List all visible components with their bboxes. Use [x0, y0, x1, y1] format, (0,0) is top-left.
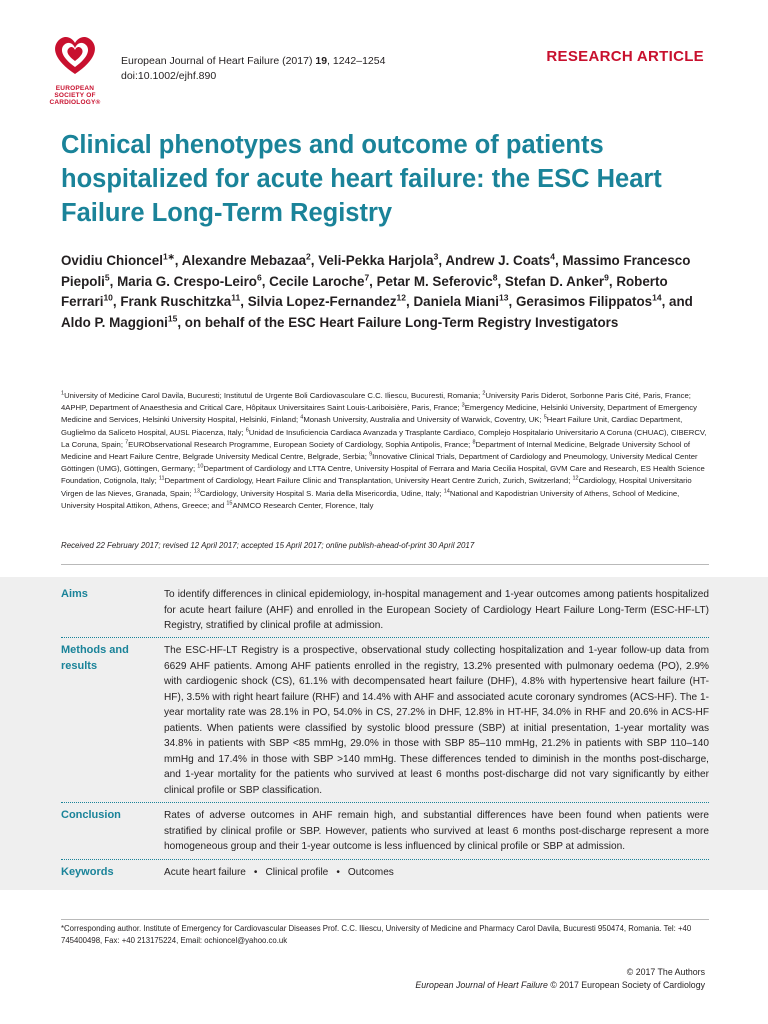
keywords-label: Keywords: [61, 866, 114, 878]
keywords-list: [164, 865, 709, 881]
author-separator: ,: [109, 273, 118, 289]
affiliation-text: Department of Cardiology and LTTA Centre, University Hospital of Ferrara and Maria Cecilia Hospital, GVM Care and Research, ES Health Science Foundation, Cotignola, Italy;: [61, 464, 705, 486]
affiliation-marker: 15: [226, 500, 233, 507]
author-separator: ,: [261, 273, 270, 289]
logo-text-line: SOCIETY OF: [54, 92, 96, 99]
affiliation-text: Innovative Clinical Trials, Department of Cardiology and Pneumology, University Medical Center Göttingen (UMG), Göttingen, Germany;: [61, 452, 698, 474]
affiliations: [61, 390, 709, 512]
affiliation-marker: 10: [197, 463, 204, 470]
affiliation-text: National and Kapodistrian University of Athens, School of Medicine, University Hospital Attikon, Athens, Greece; and: [61, 488, 680, 510]
author-separator: ,: [554, 253, 563, 268]
author-affiliation-marker: 14: [652, 292, 662, 303]
author-affiliation-marker: 6: [256, 272, 262, 283]
author-name: Andrew J. Coats: [445, 253, 551, 268]
aims-text: To identify differences in clinical epidemiology, in-hospital management and 1-year outcomes among patients hospitalized for acute heart failure (AHF) and enrolled in the European Society of Cardiology Heart Failure Long-Term (ESC-HF-LT) Registry, stratified by clinical profile at admission.: [164, 589, 709, 631]
section-divider: [61, 859, 709, 860]
affiliation-text: Cardiology, University Hospital S. Maria della Misericordia, Udine, Italy;: [199, 488, 444, 498]
methods-text: The ESC-HF-LT Registry is a prospective, observational study collecting hospitalization and 1-year follow-up data from 6629 AHF patients. Among AHF patients enrolled in the registry, 13.2% presented with pulmonary oedema (PO), 2.9% with cardiogenic shock (CS), 61.1% with decompensated heart failure (DHF), 4.8% with hypertensive heart failure (HT-HF), 3.5% with right heart failure (RHF) and 14.4% with AHF and associated acute coronary syndromes (ACS-HF). The 1-year mortality rate was 28.1% in PO, 54.0% in CS, 27.2% in DHF, 12.8% in HT-HF, 34.0% in RHF and 20.6% in ACS-HF patients. When patients were classified by systolic blood pressure (SBP) at initial presentation, 1-year mortality was 34.8% in patients with SBP <85 mmHg, 29.0% in those with SBP 85–110 mmHg, 21.2% in patients with SBP 110–140 mmHg and 17.4% in those with SBP >140 mmHg. These differences tended to diminish in the months post-discharge, and 1-year mortality for the patients who survived at least 6 months post-discharge did not vary significantly by either clinical profile or SBP classification.: [164, 645, 709, 796]
author-name: Silvia Lopez-Fernandez: [247, 294, 397, 309]
conclusion-text: Rates of adverse outcomes in AHF remain high, and substantial differences have been found when patients were stratified by clinical profile or SBP. However, patients who survived at least 6 months post-discharge represent a more homogeneous group and their 1-year outcome is less influenced by clinical profile or SBP at admission.: [164, 810, 709, 852]
author-affiliation-marker: 11: [231, 292, 241, 303]
author-name: Stefan D. Anker: [504, 273, 605, 289]
affiliation-marker: 12: [572, 475, 579, 482]
author-affiliation-marker: 15: [167, 313, 178, 324]
affiliation-text: Unidad de Insuficiencia Cardiaca Avanzada y Trasplante Cardiaco, Complejo Hospitalario Universitario A Coruna (CHUAC), CIBERCV, La Coruna, Spain;: [61, 427, 707, 449]
methods-label: Methods and results: [61, 644, 129, 672]
corresponding-author-footnote: *Corresponding author. Institute of Emergency for Cardiovascular Diseases Prof. C.C. Iliescu, University of Medicine and Pharmacy Carol Davila, Bucuresti 950474, Romania. Tel: +40 745400498, Fax: +40 213175224, Email: ochioncel@yahoo.co.uk: [61, 924, 692, 945]
author-name: Aldo P. Maggioni: [61, 314, 168, 330]
keyword-separator: •: [253, 867, 258, 878]
copyright: [415, 966, 705, 991]
author-separator: ,: [438, 253, 446, 268]
affiliation-text: Department of Internal Medicine, Belgrade University School of Medicine and Heart Failure Centre, Belgrade University Medical Centre, Belgrade, Serbia;: [61, 439, 691, 462]
author-separator: ,: [240, 294, 248, 309]
keyword: Clinical profile: [265, 867, 329, 878]
keyword-separator: •: [336, 867, 340, 878]
author-separator: ,: [497, 273, 505, 289]
author-separator: ,: [508, 294, 516, 309]
author-separator: ,: [112, 294, 121, 309]
author-name: Veli-Pekka Harjola: [318, 253, 434, 268]
author-affiliation-marker: 1∗: [162, 251, 175, 262]
author-separator: , on behalf of the ESC Heart Failure Long-Term Registry Investigators: [177, 314, 619, 330]
affiliation-marker: 4: [300, 414, 304, 421]
copyright-authors: © 2017 The Authors: [626, 967, 705, 977]
esc-logo: [44, 30, 106, 106]
affiliation-marker: 11: [158, 475, 165, 482]
journal-name: European Journal of Heart Failure (2017): [121, 55, 316, 67]
affiliation-text: Department of Cardiology, Heart Failure Clinic and Transplantation, University Heart Centre Zurich, Zurich, Switzerland;: [164, 476, 573, 486]
author-separator: ,: [608, 273, 617, 289]
author-affiliation-marker: 13: [499, 292, 509, 303]
article-type-label: RESEARCH ARTICLE: [546, 48, 704, 65]
author-affiliation-marker: 9: [604, 272, 609, 283]
author-name: Cecile Laroche: [269, 273, 365, 289]
author-affiliation-marker: 12: [396, 292, 406, 303]
affiliation-text: Monash University, Australia and University of Warwick, Coventry, UK;: [303, 415, 544, 425]
journal-citation: [121, 54, 385, 84]
affiliation-text: University of Medicine Carol Davila, Bucuresti; Institutul de Urgente Boli Cardiovasculare C.C. Iliescu, Bucuresti, Romania;: [64, 391, 483, 400]
author-name: Daniela Miani: [413, 294, 500, 309]
author-affiliation-marker: 8: [492, 272, 498, 283]
author-affiliation-marker: 10: [103, 292, 113, 303]
author-affiliation-marker: 5: [104, 272, 110, 283]
heart-logo-icon: [44, 30, 106, 78]
abstract-box: [0, 577, 768, 890]
author-name: Maria G. Crespo-Leiro: [117, 273, 257, 289]
copyright-society: © 2017 European Society of Cardiology: [547, 979, 705, 990]
author-separator: ,: [369, 273, 377, 289]
affiliation-text: University Paris Diderot, Sorbonne Paris Cité, Paris, France; 4APHP, Department of Anaesthesia and Critical Care, Hôpitaux Universitaires Saint Louis-Lariboisière, Paris, France;: [61, 391, 691, 413]
footnote-divider: [61, 919, 709, 920]
section-divider: [61, 802, 709, 803]
author-separator: ,: [406, 294, 414, 309]
author-name: Gerasimos Filippatos: [515, 294, 653, 309]
doi-link[interactable]: doi:10.1002/ejhf.890: [121, 70, 217, 82]
affiliation-marker: 9: [369, 451, 373, 458]
copyright-journal: European Journal of Heart Failure: [415, 979, 548, 990]
author-affiliation-marker: 4: [550, 251, 555, 262]
author-name: Petar M. Seferovic: [376, 273, 493, 289]
journal-volume: 19: [315, 55, 328, 67]
author-affiliation-marker: 3: [433, 251, 439, 262]
journal-pages: , 1242–1254: [327, 55, 386, 67]
affiliation-marker: 13: [193, 488, 200, 495]
affiliation-marker: 1: [61, 390, 65, 397]
author-name: Ovidiu Chioncel: [61, 253, 163, 268]
affiliation-marker: 3: [461, 402, 465, 409]
author-affiliation-marker: 7: [364, 272, 370, 283]
article-title: Clinical phenotypes and outcome of patients hospitalized for acute heart failure: the ESC Heart Failure Long-Term Registry: [61, 131, 662, 227]
author-list: [61, 251, 711, 333]
logo-text-line: CARDIOLOGY®: [49, 99, 101, 106]
author-separator: , and: [661, 294, 693, 309]
affiliation-text: Cardiology, Hospital Universitario Virgen de las Nieves, Granada, Spain;: [61, 476, 692, 498]
affiliation-marker: 14: [443, 488, 450, 495]
keyword: Outcomes: [347, 867, 394, 878]
author-name: Alexandre Mebazaa: [181, 253, 307, 268]
author-name: Massimo Francesco Piepoli: [61, 253, 691, 289]
received-dates: Received 22 February 2017; revised 12 April 2017; accepted 15 April 2017; online publish-ahead-of-print 30 April 2017: [61, 541, 475, 550]
affiliation-marker: 2: [482, 390, 486, 397]
affiliation-text: ANMCO Research Center, Florence, Italy: [232, 500, 374, 510]
author-separator: ,: [174, 253, 182, 268]
affiliation-marker: 5: [543, 414, 547, 421]
affiliation-text: Emergency Medicine, Helsinki University, Department of Emergency Medicine and Services, Helsinki University Hospital, Helsinki, Finland;: [61, 403, 697, 425]
affiliation-text: EURObservational Research Programme, European Society of Cardiology, Sophia Antipolis, France;: [128, 439, 473, 449]
aims-label: Aims: [61, 588, 88, 600]
conclusion-label: Conclusion: [61, 809, 121, 821]
divider: [61, 564, 709, 565]
affiliation-marker: 8: [472, 439, 476, 446]
section-divider: [61, 637, 709, 638]
author-name: Roberto Ferrari: [61, 273, 668, 309]
author-affiliation-marker: 2: [306, 251, 311, 262]
author-name: Frank Ruschitzka: [120, 294, 232, 309]
affiliation-marker: 6: [245, 427, 249, 434]
affiliation-marker: 7: [125, 439, 129, 446]
logo-text-line: EUROPEAN: [55, 85, 95, 92]
affiliation-text: Heart Failure Unit, Cardiac Department, Guglielmo da Saliceto Hospital, AUSL Piacenza, Italy;: [61, 415, 683, 437]
author-separator: ,: [310, 253, 319, 268]
keyword: Acute heart failure: [164, 867, 246, 878]
